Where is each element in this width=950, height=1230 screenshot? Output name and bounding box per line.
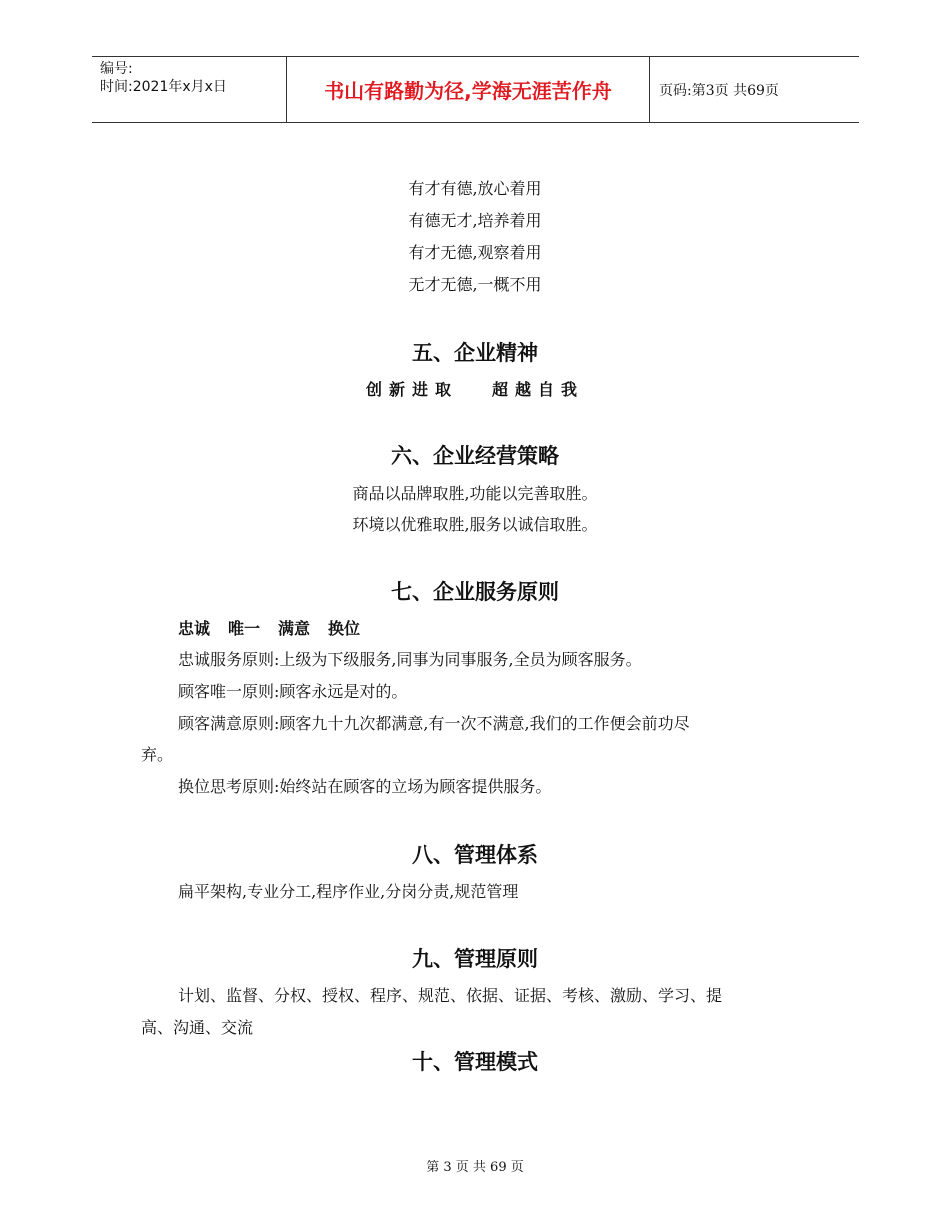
strategy-line: 商品以品牌取胜,功能以完善取胜。 <box>352 484 598 503</box>
service-principle-line: 忠诚服务原则:上级为下级服务,同事为同事服务,全员为顾客服务。 <box>178 650 642 669</box>
section-heading-9: 九、管理原则 <box>412 947 538 971</box>
talent-policy-line: 无才无德,一概不用 <box>408 275 542 294</box>
talent-policy-line: 有德无才,培养着用 <box>408 211 542 230</box>
page-footer: 第 3 页 共 69 页 <box>426 1160 524 1175</box>
section-heading-10: 十、管理模式 <box>412 1050 538 1074</box>
section-heading-5: 五、企业精神 <box>412 341 538 365</box>
service-keywords <box>178 616 378 639</box>
service-principle-line-continuation: 弃。 <box>141 745 174 764</box>
slogan-right: 超越自我 <box>492 380 585 399</box>
keyword: 忠诚 <box>178 619 211 638</box>
management-principles-line-continuation: 高、沟通、交流 <box>141 1018 254 1037</box>
enterprise-spirit-slogan <box>0 377 950 400</box>
management-system-line: 扁平架构,专业分工,程序作业,分岗分责,规范管理 <box>178 882 519 901</box>
document-time-label: 时间:2021年x月x日 <box>100 79 227 95</box>
service-principle-line: 顾客满意原则:顾客九十九次都满意,有一次不满意,我们的工作便会前功尽 <box>178 714 690 733</box>
section-heading-7: 七、企业服务原则 <box>391 580 559 604</box>
header-page-info: 页码:第3页 共69页 <box>659 82 779 99</box>
section-heading-8: 八、管理体系 <box>412 843 538 867</box>
service-principle-line: 换位思考原则:始终站在顾客的立场为顾客提供服务。 <box>178 777 552 796</box>
document-number-label: 编号: <box>100 61 133 77</box>
keyword: 满意 <box>278 619 311 638</box>
talent-policy-line: 有才有德,放心着用 <box>408 179 542 198</box>
service-principle-line: 顾客唯一原则:顾客永远是对的。 <box>178 682 408 701</box>
keyword: 唯一 <box>228 619 261 638</box>
keyword: 换位 <box>328 619 361 638</box>
header-meta <box>92 57 287 122</box>
slogan-left: 创新进取 <box>365 380 458 399</box>
header-motto: 书山有路勤为径,学海无涯苦作舟 <box>287 57 650 122</box>
talent-policy-line: 有才无德,观察着用 <box>408 243 542 262</box>
page-header <box>92 56 859 123</box>
section-heading-6: 六、企业经营策略 <box>391 444 559 468</box>
management-principles-line: 计划、监督、分权、授权、程序、规范、依据、证据、考核、激励、学习、提 <box>178 986 723 1005</box>
strategy-line: 环境以优雅取胜,服务以诚信取胜。 <box>352 515 598 534</box>
